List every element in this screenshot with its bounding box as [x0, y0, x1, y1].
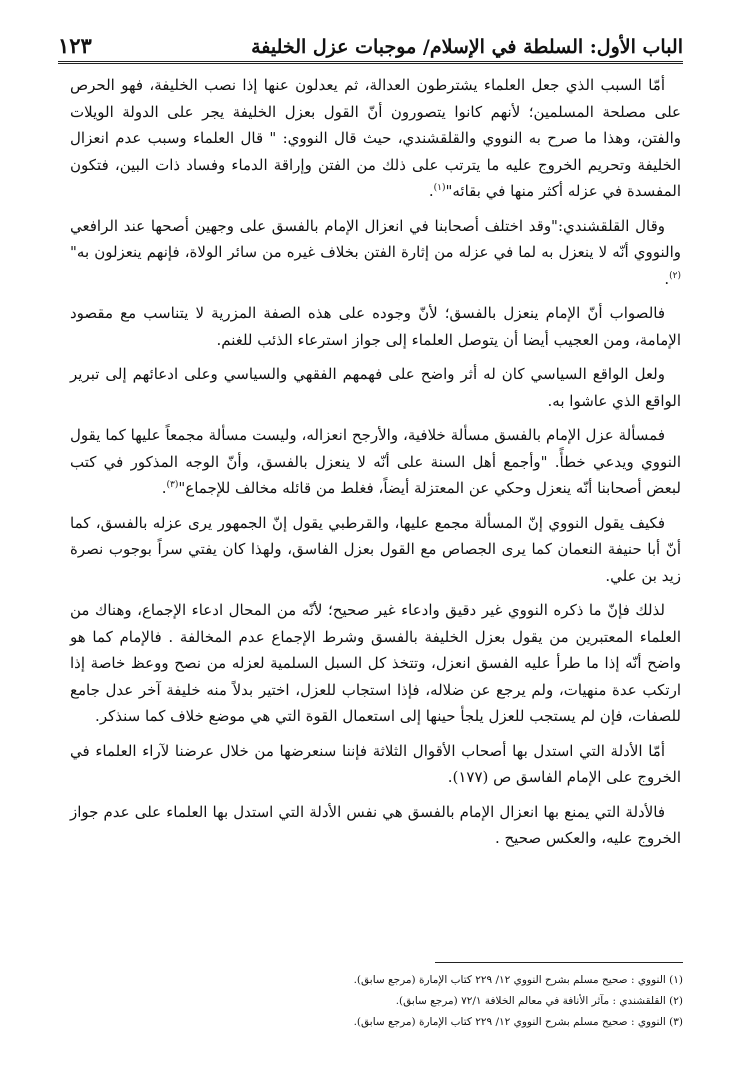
footnote-ref: (٣) — [166, 480, 179, 490]
paragraph: لذلك فإنّ ما ذكره النووي غير دقيق وادعاء غير صحيح؛ لأنّه من المحال ادعاء الإجماع، وهناك من العلماء المعتبرين من يقول بعزل الخليفة بالفسق وشرط الإجماع عدم المخالفة . فالإمام كما هو واضح أنّه إذا ما طرأ عليه الفسق انعزل، وتتخذ كل السبل السلمية لعزله من نصح ووعظ خاصة إذا ارتكب عدة منهيات، ولم يرجع عن ضلاله، فإذا استجاب للعزل، اختير بدلاً منه خليفة آخر عدل جامع للصفات، فإن لم يستجب للعزل يلجأ حينها إلى استعمال القوة التي هي موضع خلاف كما سنذكر. — [70, 601, 681, 725]
paragraph: أمّا السبب الذي جعل العلماء يشترطون العدالة، ثم يعدلون عنها إذا نصب الخليفة، فهو الحرص على مصلحة المسلمين؛ لأنهم كانوا يتصورون أنّ القول بعزل الخليفة يجر على الدولة الويلات والفتن، وهذا ما صرح به النووي والقلقشندي، حيث قال النووي: " قال العلماء وسبب عدم انعزال الخليفة وتحريم الخروج عليه ما يترتب على ذلك من الفتن وإراقة الدماء وفساد ذات البين، فتكون المفسدة في عزله أكثر منها في بقائه"$^{(١)}$. — [70, 76, 681, 200]
footnote-ref: (٢) — [669, 270, 681, 281]
paragraph: ولعل الواقع السياسي كان له أثر واضح على فهمهم الفقهي والسياسي وعلى ادعائهم إلى تبرير الواقع الذي عاشوا به. — [70, 365, 681, 410]
footnote-ref: (١) — [433, 183, 446, 193]
header-rule — [58, 61, 683, 64]
footnote: (٣) النووي : صحيح مسلم بشرح النووي ١٢/ ٢٢٩ كتاب الإمارة (مرجع سابق). — [353, 1016, 683, 1028]
footnote-rule — [435, 962, 683, 963]
paragraph: فمسألة عزل الإمام بالفسق مسألة خلافية، والأرجح انعزاله، وليست مسألة مجمعاً عليها كما يقول النووي ويدعي خطأً. "وأجمع أهل السنة على أنّه لا ينعزل بالفسق، وأنّ الوجه المذكور في كتب لبعض أصحابنا أنّه ينعزل وحكي عن المعتزلة أيضاً، فغلط من قائله مخالف للإجماع"$^{(٣)}$. — [70, 426, 681, 497]
page-number: ١٢٣ — [58, 33, 92, 58]
paragraph: فالصواب أنّ الإمام ينعزل بالفسق؛ لأنّ وجوده على هذه الصفة المزرية لا يتناسب مع مقصود الإمامة، ومن العجيب أيضا أن يتوصل العلماء إلى جواز استرعاء الذئب للغنم. — [70, 304, 681, 349]
running-header — [58, 22, 683, 58]
paragraph: أمّا الأدلة التي استدل بها أصحاب الأقوال الثلاثة فإننا سنعرضها من خلال عرضنا لآراء العلماء في الخروج على الإمام الفاسق ص (١٧٧). — [70, 741, 681, 786]
footnote: (١) النووي : صحيح مسلم بشرح النووي ١٢/ ٢٢٩ كتاب الإمارة (مرجع سابق). — [353, 974, 683, 986]
paragraph: فكيف يقول النووي إنّ المسألة مجمع عليها، والقرطبي يقول إنّ الجمهور يرى عزله بالفسق، كما أنّ أبا حنيفة النعمان كما يرى الجصاص مع القول بعزل الفاسق، ولهذا كان يفتي سراً بوجوب نصرة زيد بن علي. — [70, 513, 681, 585]
body-text — [70, 72, 681, 860]
paragraph: فالأدلة التي يمنع بها انعزال الإمام بالفسق هي نفس الأدلة التي استدل بها العلماء على عدم جواز الخروج عليه، والعكس صحيح . — [70, 802, 681, 847]
chapter-title: الباب الأول: السلطة في الإسلام/ موجبات عزل الخليفة — [251, 36, 683, 58]
footnote: (٢) القلقشندي : مآثر الأنافة في معالم الخلافة ٧٢/١ (مرجع سابق). — [395, 995, 683, 1007]
paragraph: وقال القلقشندي:"وقد اختلف أصحابنا في انعزال الإمام بالفسق على وجهين أصحها عند الرافعي والنووي أنّه لا ينعزل به لما في عزله من إثارة الفتن بخلاف غيره من سائر الولاة، فإنهم ينعزلون به"$^{(٢)}$. — [70, 216, 681, 288]
footnotes — [70, 970, 683, 1033]
